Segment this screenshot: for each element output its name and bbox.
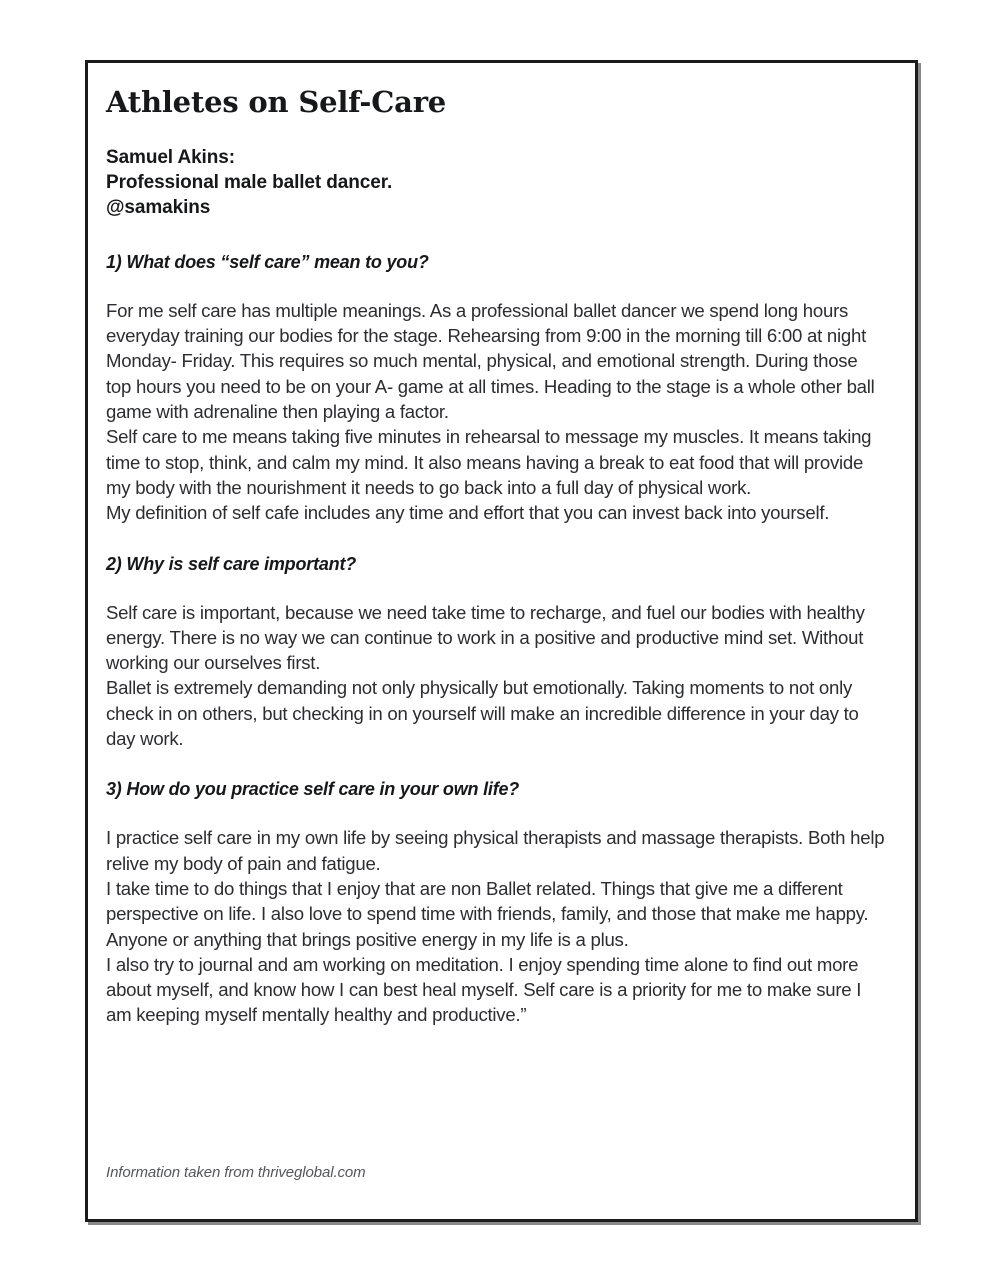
question-heading-2: 2) Why is self care important? [106,553,357,574]
answer-paragraph: For me self care has multiple meanings. As a professional ballet dancer we spend long hours everyday training our bodies for the stage. Rehearsing from 9:00 in the morning till 6:00 at night Monday- Friday. This requires so much mental, physical, and emotional strength. During those top hours you need to be on your A- game at all times. Heading to the stage is a whole other ball game with adrenaline then playing a factor. [106,299,875,423]
person-role: Professional male ballet dancer. [106,171,393,193]
person-info-block [106,145,887,220]
answer-paragraph: I also try to journal and am working on meditation. I enjoy spending time alone to find out more about myself, and know how I can best heal myself. Self care is a priority for me to make sure I am keeping myself mentally healthy and productive.” [106,953,862,1026]
source-attribution: Information taken from thriveglobal.com [106,1164,366,1181]
answer-paragraph: Self care is important, because we need take time to recharge, and fuel our bodies with healthy energy. There is no way we can continue to work in a positive and productive mind set. Without working our ourselves first. [106,601,865,674]
answer-block-1 [106,298,887,526]
answer-paragraph: Ballet is extremely demanding not only physically but emotionally. Taking moments to not only check in on others, but checking in on yourself will make an incredible difference in your day to day work. [106,677,859,750]
page-title: Athletes on Self-Care [106,85,447,119]
person-name: Samuel Akins: [106,146,235,168]
person-handle: @samakins [106,196,211,218]
question-heading-3: 3) How do you practice self care in your own life? [106,779,520,800]
answer-paragraph: Self care to me means taking five minutes in rehearsal to message my muscles. It means taking time to stop, think, and calm my mind. It also means having a break to eat food that will provide my body with the nourishment it needs to go back into a full day of physical work. [106,426,872,498]
document-content [88,63,915,1219]
document-page-frame [85,60,918,1222]
answer-block-2 [106,600,887,752]
answer-paragraph: I practice self care in my own life by seeing physical therapists and massage therapists. Both help relive my body of pain and fatigue. [106,827,885,874]
answer-paragraph: I take time to do things that I enjoy that are non Ballet related. Things that give me a different perspective on life. I also love to spend time with friends, family, and those that make me happy. Anyone or anything that brings positive energy in my life is a plus. [106,877,869,950]
answer-paragraph: My definition of self cafe includes any time and effort that you can invest back into yourself. [106,502,830,524]
answer-block-3 [106,825,887,1027]
question-heading-1: 1) What does “self care” mean to you? [106,251,429,272]
